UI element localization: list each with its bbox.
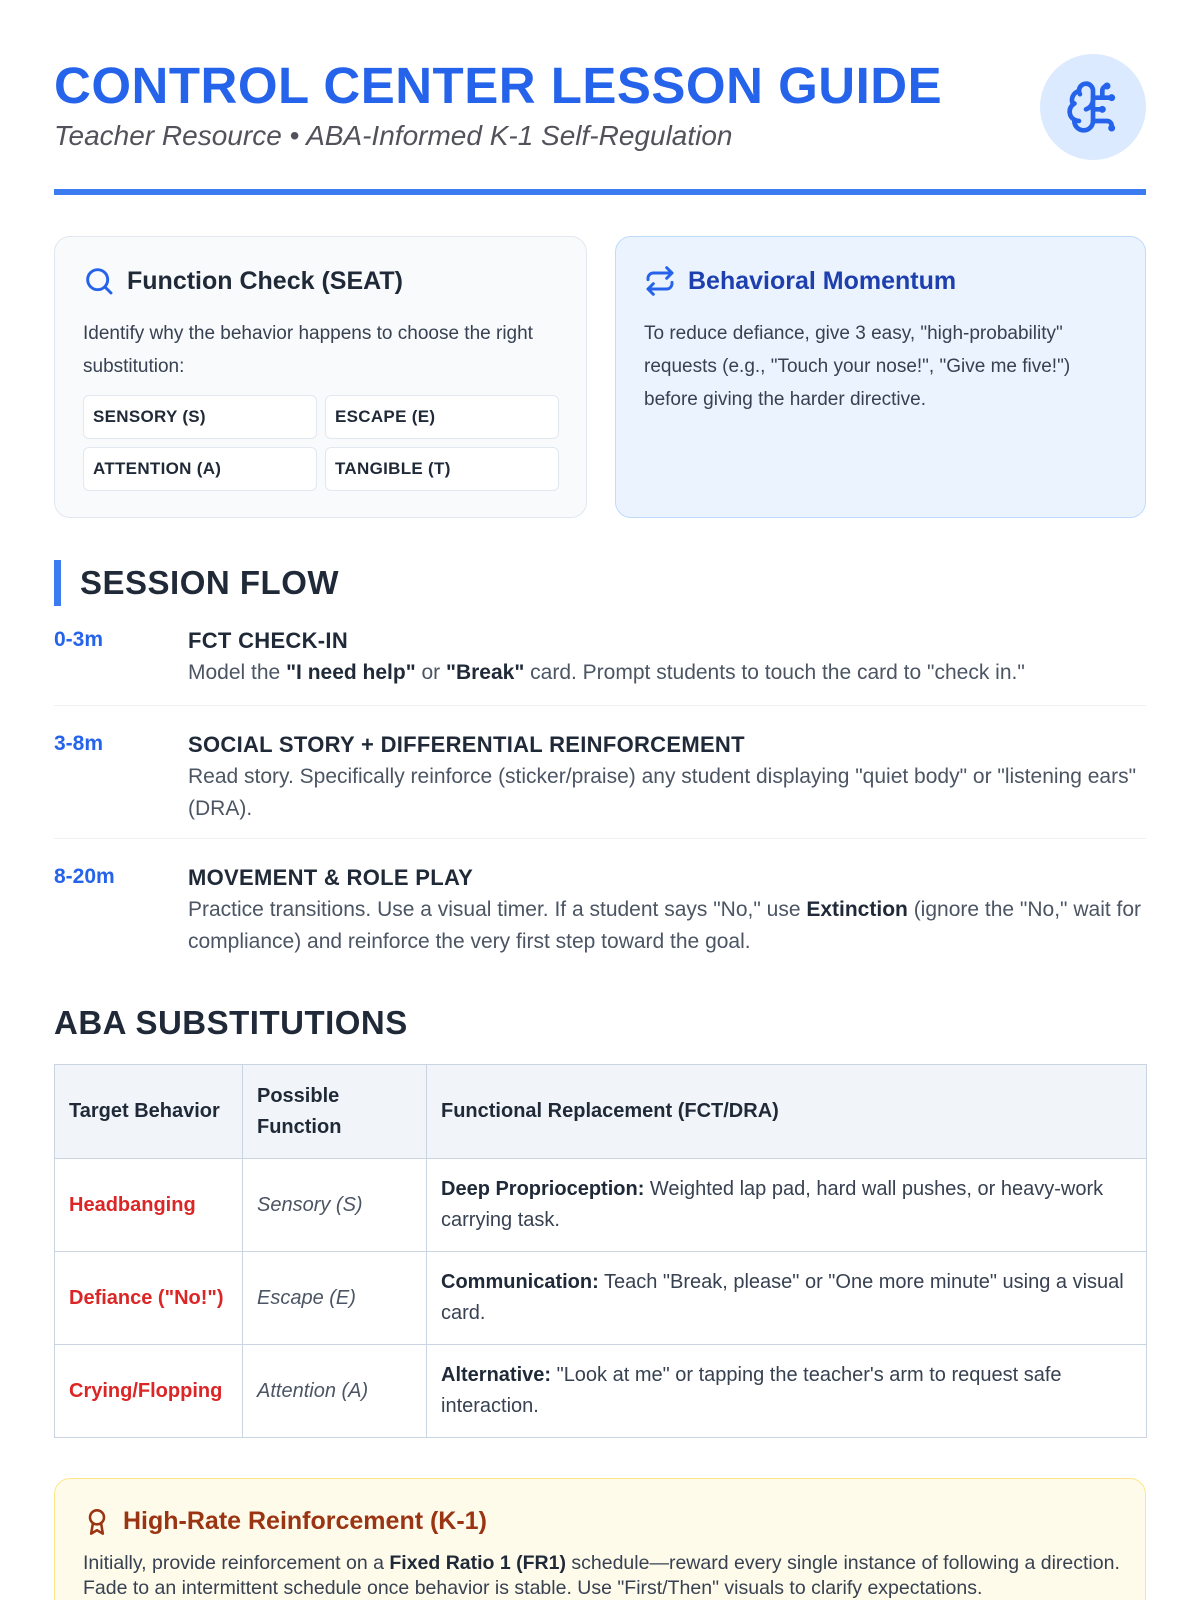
reinforcement-header bbox=[83, 1507, 487, 1536]
flow-step-title: FCT CHECK-IN bbox=[188, 628, 349, 653]
column-header-functional-replacement: Functional Replacement (FCT/DRA) bbox=[427, 1065, 1147, 1159]
replacement-cell: Communication: Teach "Break, please" or "One more minute" using a visual card. bbox=[427, 1252, 1147, 1345]
flow-step-time: 8-20m bbox=[54, 865, 115, 888]
flow-step-description: Read story. Specifically reinforce (sticker/praise) any student displaying "quiet body" or "listening ears" (DRA). bbox=[188, 765, 1137, 820]
function-chip-attention: ATTENTION (A) bbox=[83, 447, 317, 491]
award-icon bbox=[83, 1508, 111, 1536]
flow-step-time: 0-3m bbox=[54, 628, 104, 651]
flow-step-title: MOVEMENT & ROLE PLAY bbox=[188, 865, 474, 890]
column-header-target-behavior: Target Behavior bbox=[55, 1065, 243, 1159]
behavioral-momentum-card bbox=[615, 236, 1146, 518]
brain-icon bbox=[1065, 79, 1121, 135]
flow-step-description: Practice transitions. Use a visual timer. If a student says "No," use Extinction (ignore the "No," wait for compliance) and reinforce the very first step toward the goal. bbox=[188, 898, 1142, 953]
function-check-card bbox=[54, 236, 587, 518]
session-flow-list bbox=[54, 620, 1146, 972]
flow-step bbox=[54, 706, 1146, 839]
function-cell: Escape (E) bbox=[243, 1252, 427, 1345]
reinforcement-title: High-Rate Reinforcement (K-1) bbox=[123, 1507, 487, 1535]
repeat-icon bbox=[644, 265, 676, 297]
function-check-title: Function Check (SEAT) bbox=[127, 266, 403, 295]
function-cell: Attention (A) bbox=[243, 1345, 427, 1438]
flow-step-time: 3-8m bbox=[54, 732, 104, 755]
function-chip-escape: ESCAPE (E) bbox=[325, 395, 559, 439]
search-icon bbox=[83, 265, 115, 297]
table-row bbox=[55, 1159, 1147, 1252]
function-chip-sensory: SENSORY (S) bbox=[83, 395, 317, 439]
logo-badge bbox=[1040, 54, 1146, 160]
flow-step-title: SOCIAL STORY + DIFFERENTIAL REINFORCEMENT bbox=[188, 732, 745, 757]
reinforcement-callout bbox=[54, 1478, 1146, 1600]
behavioral-momentum-title: Behavioral Momentum bbox=[688, 266, 957, 295]
behavioral-momentum-header bbox=[644, 265, 956, 297]
function-check-text: Identify why the behavior happens to choose the right substitution: bbox=[83, 323, 533, 377]
info-cards bbox=[54, 236, 1146, 518]
table-row bbox=[55, 1345, 1147, 1438]
header bbox=[54, 0, 1146, 195]
flow-step-description: Model the "I need help" or "Break" card. Prompt students to touch the card to "check in." bbox=[188, 661, 1025, 684]
page-subtitle: Teacher Resource • ABA-Informed K-1 Self-Regulation bbox=[54, 120, 733, 151]
behavior-cell: Headbanging bbox=[55, 1159, 243, 1252]
table-row bbox=[55, 1252, 1147, 1345]
session-flow-heading: SESSION FLOW bbox=[54, 560, 339, 606]
reinforcement-text: Initially, provide reinforcement on a Fixed Ratio 1 (FR1) schedule—reward every single instance of following a direction. Fade to an intermittent schedule once behavior is stable. Use "First/Then" visuals to clarify expectations. bbox=[83, 1552, 1120, 1599]
flow-step bbox=[54, 620, 1146, 706]
substitutions-heading: ABA SUBSTITUTIONS bbox=[54, 1004, 408, 1041]
function-chip-tangible: TANGIBLE (T) bbox=[325, 447, 559, 491]
substitutions-table bbox=[54, 1064, 1147, 1438]
lesson-guide-page bbox=[54, 0, 1146, 1599]
behavioral-momentum-text: To reduce defiance, give 3 easy, "high-probability" requests (e.g., "Touch your nose!", "Give me five!") before giving the harder directive. bbox=[644, 323, 1071, 410]
behavior-cell: Crying/Flopping bbox=[55, 1345, 243, 1438]
column-header-possible-function: Possible Function bbox=[243, 1065, 427, 1159]
function-cell: Sensory (S) bbox=[243, 1159, 427, 1252]
replacement-cell: Alternative: "Look at me" or tapping the teacher's arm to request safe interaction. bbox=[427, 1345, 1147, 1438]
replacement-cell: Deep Proprioception: Weighted lap pad, hard wall pushes, or heavy-work carrying task. bbox=[427, 1159, 1147, 1252]
page-title: CONTROL CENTER LESSON GUIDE bbox=[54, 57, 943, 114]
function-check-header bbox=[83, 265, 403, 297]
behavior-cell: Defiance ("No!") bbox=[55, 1252, 243, 1345]
seat-function-grid bbox=[83, 395, 559, 491]
table-header-row bbox=[55, 1065, 1147, 1159]
flow-step bbox=[54, 839, 1146, 972]
